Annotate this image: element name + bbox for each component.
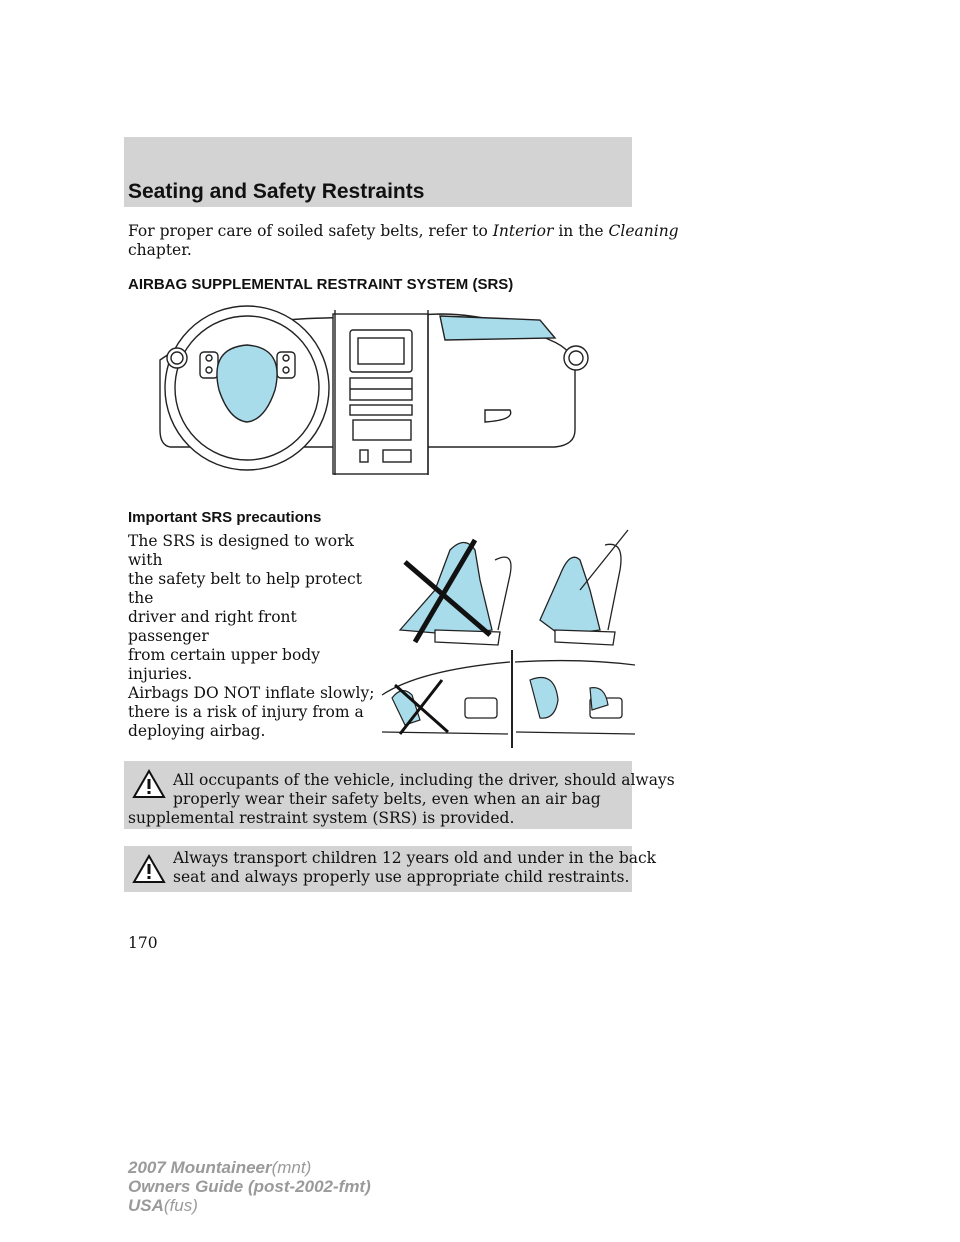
warning-box (124, 761, 675, 829)
body-line: there is a risk of injury from a (128, 703, 364, 721)
body-line: driver and right front passenger (128, 608, 297, 645)
passenger-airbag (440, 316, 555, 340)
warning-text (173, 849, 656, 887)
dashboard-airbag-illustration (155, 300, 605, 480)
body-line: from certain upper body injuries. (128, 646, 320, 683)
warning-line: All occupants of the vehicle, including the driver, should always (173, 771, 675, 789)
body-line: the safety belt to help protect the (128, 570, 362, 607)
intro-text-end: chapter. (128, 241, 192, 259)
warning-text (128, 771, 675, 828)
body-line: The SRS is designed to work with (128, 532, 354, 569)
warning-line: seat and always properly use appropriate child restraints. (173, 868, 630, 886)
footer-model: 2007 Mountaineer (128, 1158, 272, 1177)
footer-market-code: (fus) (163, 1196, 198, 1215)
intro-paragraph (128, 222, 679, 260)
intro-text-mid: in the (558, 222, 604, 240)
warning-line: Always transport children 12 years old and under in the back (173, 849, 657, 867)
occupant-position-illustration (380, 520, 635, 750)
page-title: Seating and Safety Restraints (128, 180, 425, 203)
warning-box (124, 846, 657, 892)
footer-guide: Owners Guide (post-2002-fmt) (128, 1177, 371, 1196)
subheading: Important SRS precautions (128, 509, 322, 526)
footer-model-code: (mnt) (271, 1158, 312, 1177)
srs-body-text (128, 532, 378, 741)
body-line: deploying airbag. (128, 722, 266, 740)
page-number: 170 (128, 934, 158, 952)
body-line: Airbags DO NOT inflate slowly; (128, 684, 375, 702)
document-footer (128, 1158, 371, 1215)
warning-triangle-icon (132, 769, 166, 799)
interior-reference: Interior (492, 222, 554, 240)
cleaning-reference: Cleaning (608, 222, 679, 240)
section-heading: AIRBAG SUPPLEMENTAL RESTRAINT SYSTEM (SRS) (128, 276, 514, 293)
intro-text: For proper care of soiled safety belts, refer to (128, 222, 488, 240)
warning-triangle-icon (132, 854, 166, 884)
footer-market: USA (128, 1196, 164, 1215)
warning-line: supplemental restraint system (SRS) is provided. (128, 809, 515, 827)
warning-line: properly wear their safety belts, even when an air bag (173, 790, 601, 808)
